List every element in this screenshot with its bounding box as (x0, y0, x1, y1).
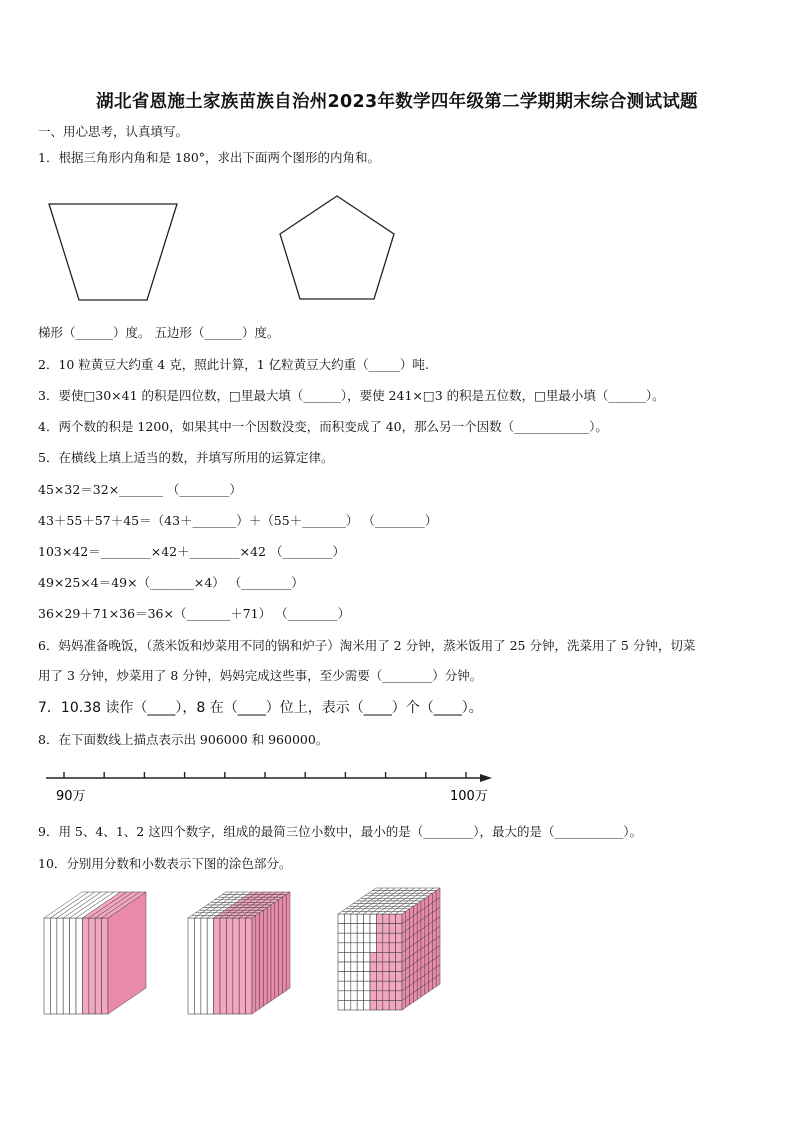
question-5a: 45×32＝32×_______ （________） (38, 482, 242, 497)
question-6-line1: 6．妈妈准备晚饭，（蒸米饭和炒菜用不同的锅和炉子）淘米用了 2 分钟，蒸米饭用了 25 分钟，洗菜用了 5 分钟，切菜 (38, 638, 696, 653)
question-5b: 43＋55＋57＋45＝（43＋_______）＋（55＋_______） （________） (38, 513, 438, 528)
question-9: 9．用 5、4、1、2 这四个数字，组成的最简三位小数中，最小的是（________），最大的是（___________）。 (38, 824, 642, 839)
section-heading: 一、用心思考，认真填写。 (38, 124, 189, 139)
question-5d: 49×25×4＝49×（_______×4） （________） (38, 575, 304, 590)
pentagon-figure (276, 192, 400, 304)
question-1: 1．根据三角形内角和是 180°，求出下面两个图形的内角和。 (38, 150, 381, 165)
trapezoid-figure (45, 200, 181, 304)
question-7: 7．10.38 读作（____），8 在（____）位上，表示（____）个（____）。 (38, 700, 483, 716)
question-5: 5．在横线上填上适当的数，并填写所用的运算定律。 (38, 450, 334, 465)
number-line-start-label: 90万 (56, 789, 86, 804)
question-2: 2．10 粒黄豆大约重 4 克，照此计算，1 亿粒黄豆大约重（_____）吨. (38, 357, 429, 372)
question-8: 8．在下面数线上描点表示出 906000 和 960000。 (38, 732, 329, 747)
question-10: 10．分别用分数和小数表示下图的涂色部分。 (38, 856, 292, 871)
question-5c: 103×42＝________×42＋________×42 （________） (38, 544, 345, 559)
question-3: 3．要使□30×41 的积是四位数，□里最大填（______），要使 241×□3 的积是五位数，□里最小填（______）。 (38, 388, 665, 403)
number-line (40, 764, 500, 806)
cube-figure-1 (40, 888, 152, 1024)
page-title: 湖北省恩施土家族苗族自治州2023年数学四年级第二学期期末综合测试试题 (96, 92, 698, 112)
cube-figure-3 (334, 884, 446, 1024)
question-5e: 36×29＋71×36＝36×（_______＋71） （________） (38, 606, 351, 621)
cube-figure-2 (184, 888, 296, 1024)
question-4: 4．两个数的积是 1200，如果其中一个因数没变，而积变成了 40，那么另一个因数（____________）。 (38, 419, 608, 434)
question-6-line2: 用了 3 分钟，炒菜用了 8 分钟，妈妈完成这些事，至少需要（________）分钟。 (38, 668, 483, 683)
number-line-end-label: 100万 (450, 789, 488, 804)
question-1-answers: 梯形（______）度。 五边形（______）度。 (38, 325, 280, 340)
